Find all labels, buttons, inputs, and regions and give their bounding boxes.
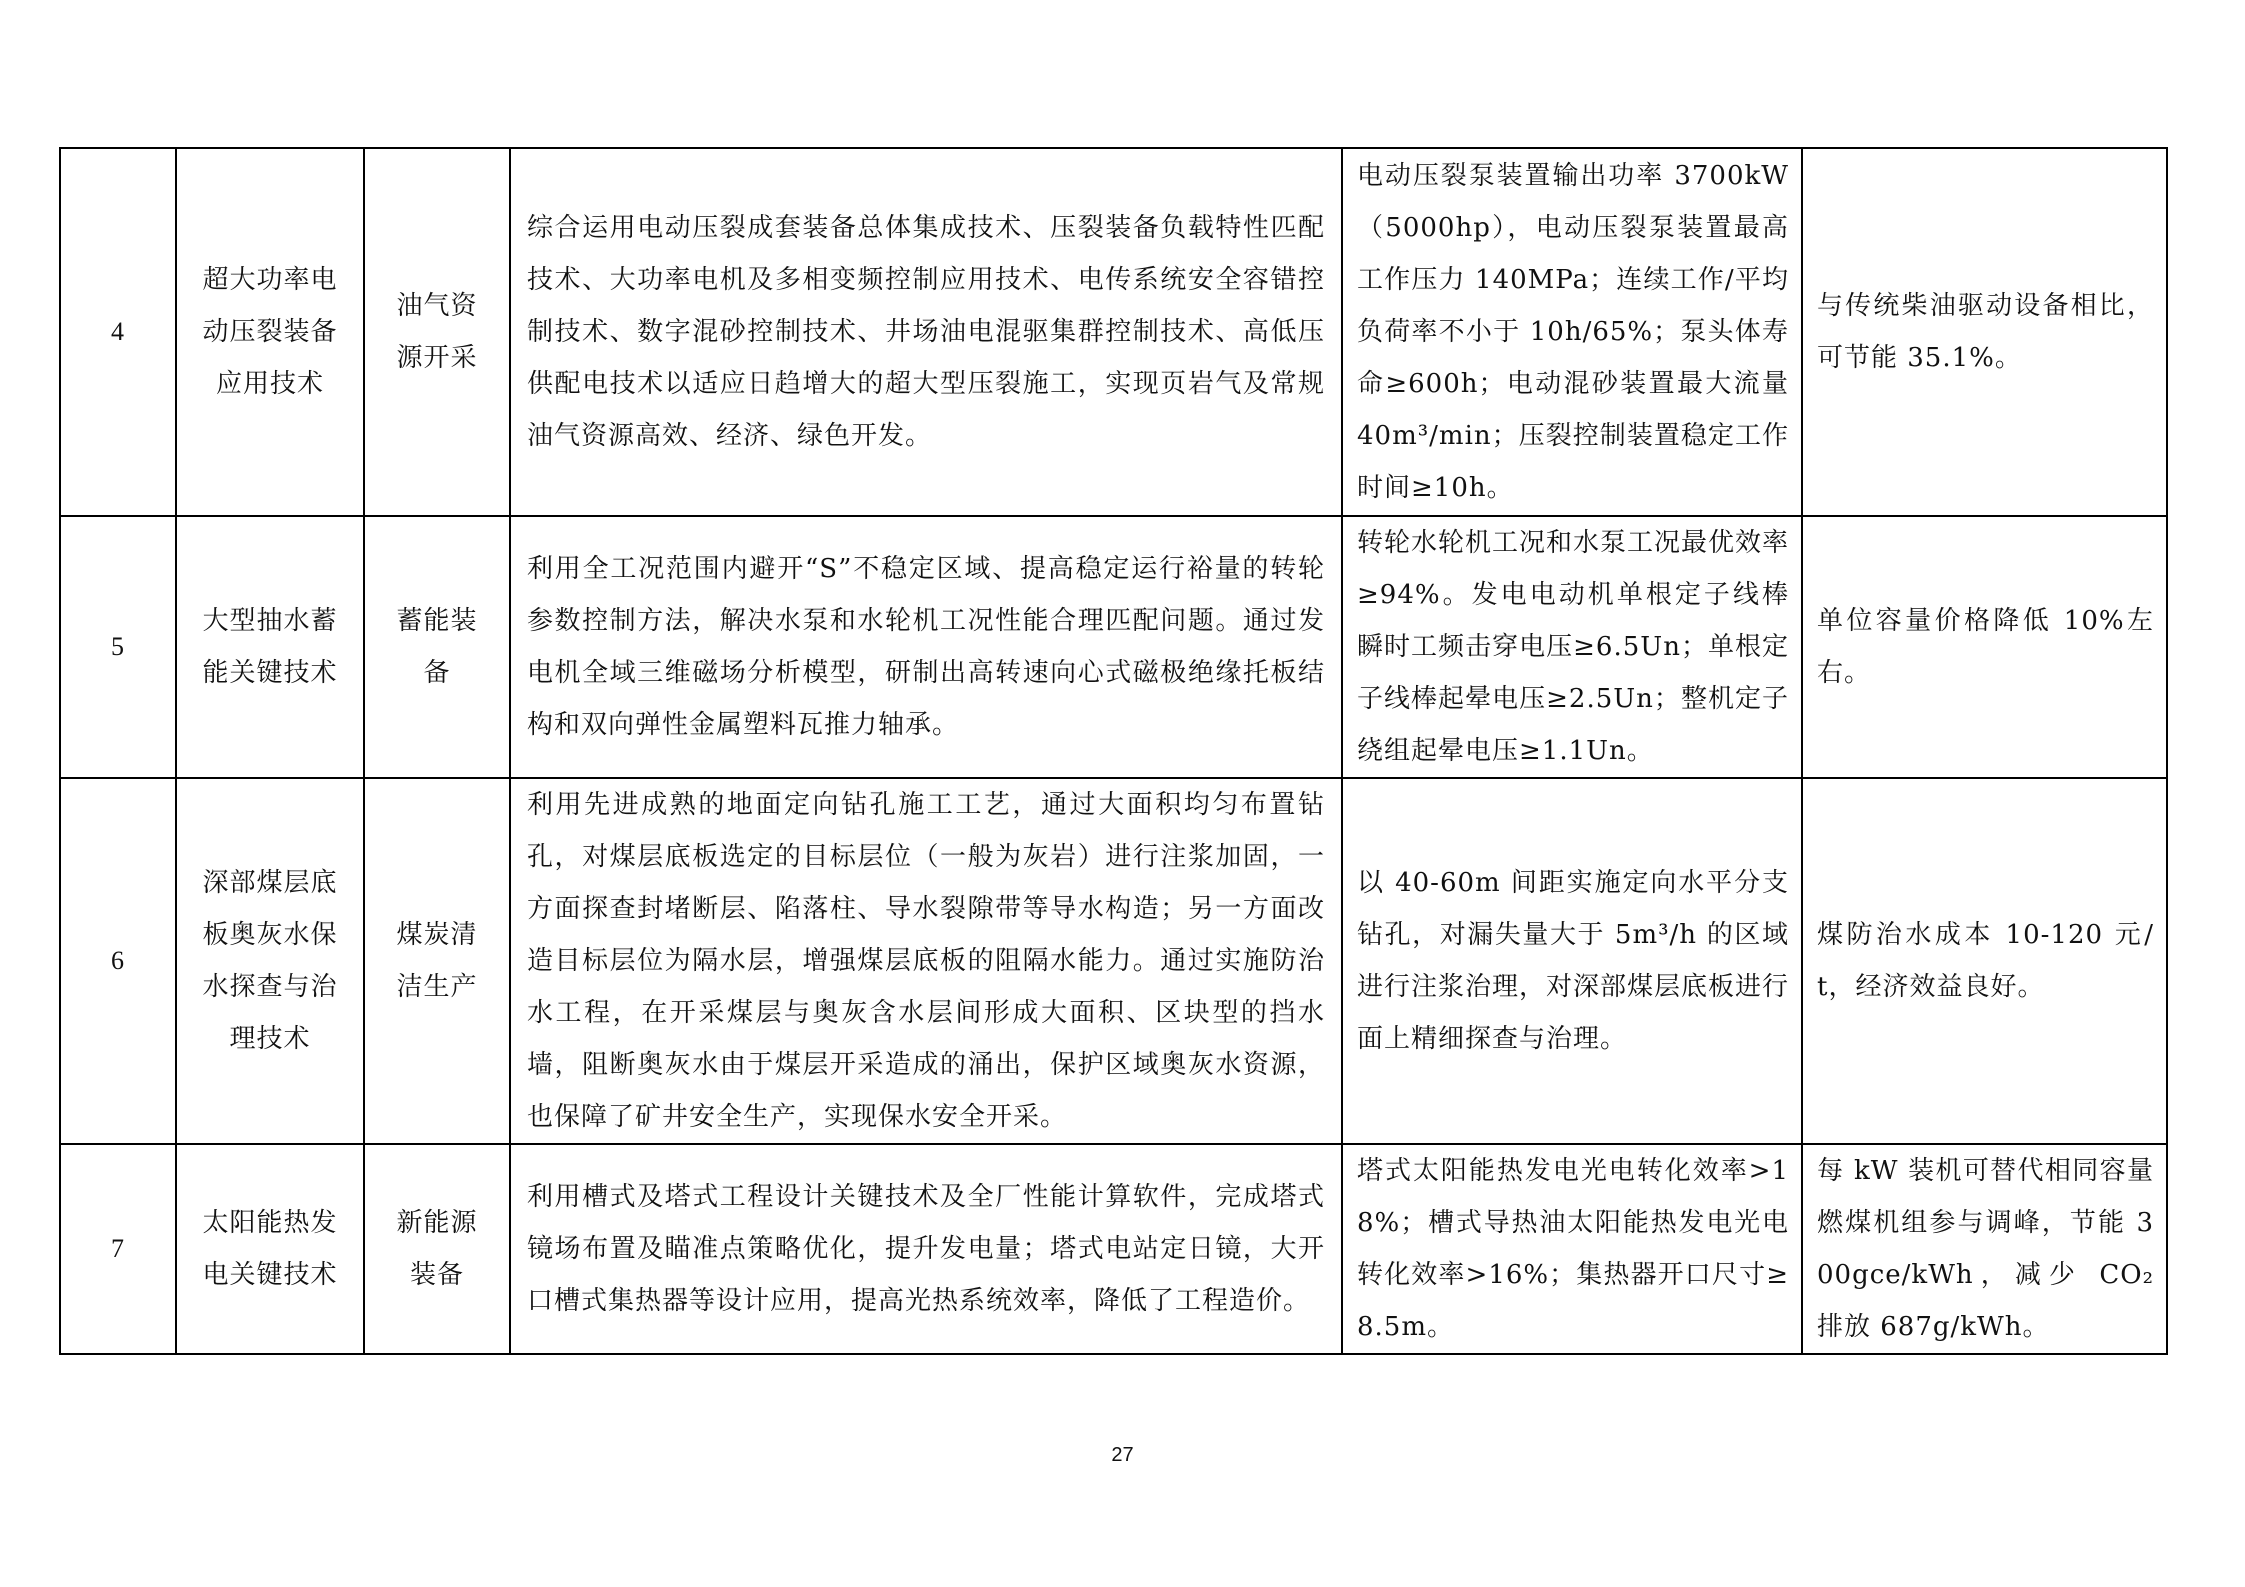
technology-indicators: 电动压裂泵装置输出功率 3700kW（5000hp），电动压裂泵装置最高工作压力 140MPa；连续工作/平均负荷率不小于 10h/65%；泵头体寿命≥600h；电动混砂装置最大流量 40m³/min；压裂控制装置稳定工作时间≥10h。 xyxy=(1342,148,1802,516)
technology-category: 新能源 装备 xyxy=(364,1144,510,1354)
technology-effect: 煤防治水成本 10-120 元/t，经济效益良好。 xyxy=(1802,778,2167,1144)
table-row xyxy=(60,1144,2167,1354)
technology-indicators: 以 40-60m 间距实施定向水平分支钻孔，对漏失量大于 5m³/h 的区域进行注浆治理，对深部煤层底板进行面上精细探查与治理。 xyxy=(1342,778,1802,1144)
row-number: 4 xyxy=(60,148,176,516)
table-row xyxy=(60,778,2167,1144)
technology-category: 蓄能装 备 xyxy=(364,516,510,778)
technology-description: 综合运用电动压裂成套装备总体集成技术、压裂装备负载特性匹配技术、大功率电机及多相变频控制应用技术、电传系统安全容错控制技术、数字混砂控制技术、井场油电混驱集群控制技术、高低压供配电技术以适应日趋增大的超大型压裂施工，实现页岩气及常规油气资源高效、经济、绿色开发。 xyxy=(510,148,1342,516)
row-number: 6 xyxy=(60,778,176,1144)
table-row xyxy=(60,148,2167,516)
row-number: 7 xyxy=(60,1144,176,1354)
technology-description: 利用全工况范围内避开“S”不稳定区域、提高稳定运行裕量的转轮参数控制方法，解决水泵和水轮机工况性能合理匹配问题。通过发电机全域三维磁场分析模型，研制出高转速向心式磁极绝缘托板结构和双向弹性金属塑料瓦推力轴承。 xyxy=(510,516,1342,778)
technology-name: 超大功率电 动压裂装备 应用技术 xyxy=(176,148,364,516)
technology-category: 油气资 源开采 xyxy=(364,148,510,516)
technology-effect: 单位容量价格降低 10%左右。 xyxy=(1802,516,2167,778)
technology-name: 深部煤层底 板奥灰水保 水探查与治 理技术 xyxy=(176,778,364,1144)
technology-name: 太阳能热发 电关键技术 xyxy=(176,1144,364,1354)
technology-indicators: 塔式太阳能热发电光电转化效率>18%；槽式导热油太阳能热发电光电转化效率>16%；集热器开口尺寸≥8.5m。 xyxy=(1342,1144,1802,1354)
technology-table xyxy=(59,147,2168,1355)
technology-description: 利用先进成熟的地面定向钻孔施工工艺，通过大面积均匀布置钻孔，对煤层底板选定的目标层位（一般为灰岩）进行注浆加固，一方面探查封堵断层、陷落柱、导水裂隙带等导水构造；另一方面改造目标层位为隔水层，增强煤层底板的阻隔水能力。通过实施防治水工程，在开采煤层与奥灰含水层间形成大面积、区块型的挡水墙，阻断奥灰水由于煤层开采造成的涌出，保护区域奥灰水资源，也保障了矿井安全生产，实现保水安全开采。 xyxy=(510,778,1342,1144)
page-number: 27 xyxy=(1111,1444,1134,1466)
table-row xyxy=(60,516,2167,778)
technology-category: 煤炭清 洁生产 xyxy=(364,778,510,1144)
technology-name: 大型抽水蓄 能关键技术 xyxy=(176,516,364,778)
row-number: 5 xyxy=(60,516,176,778)
technology-indicators: 转轮水轮机工况和水泵工况最优效率≥94%。发电电动机单根定子线棒瞬时工频击穿电压≥6.5Un；单根定子线棒起晕电压≥2.5Un；整机定子绕组起晕电压≥1.1Un。 xyxy=(1342,516,1802,778)
technology-effect: 每 kW 装机可替代相同容量燃煤机组参与调峰，节能 300gce/kWh，减少 CO₂ 排放 687g/kWh。 xyxy=(1802,1144,2167,1354)
technology-effect: 与传统柴油驱动设备相比，可节能 35.1%。 xyxy=(1802,148,2167,516)
technology-description: 利用槽式及塔式工程设计关键技术及全厂性能计算软件，完成塔式镜场布置及瞄准点策略优化，提升发电量；塔式电站定日镜，大开口槽式集热器等设计应用，提高光热系统效率，降低了工程造价。 xyxy=(510,1144,1342,1354)
